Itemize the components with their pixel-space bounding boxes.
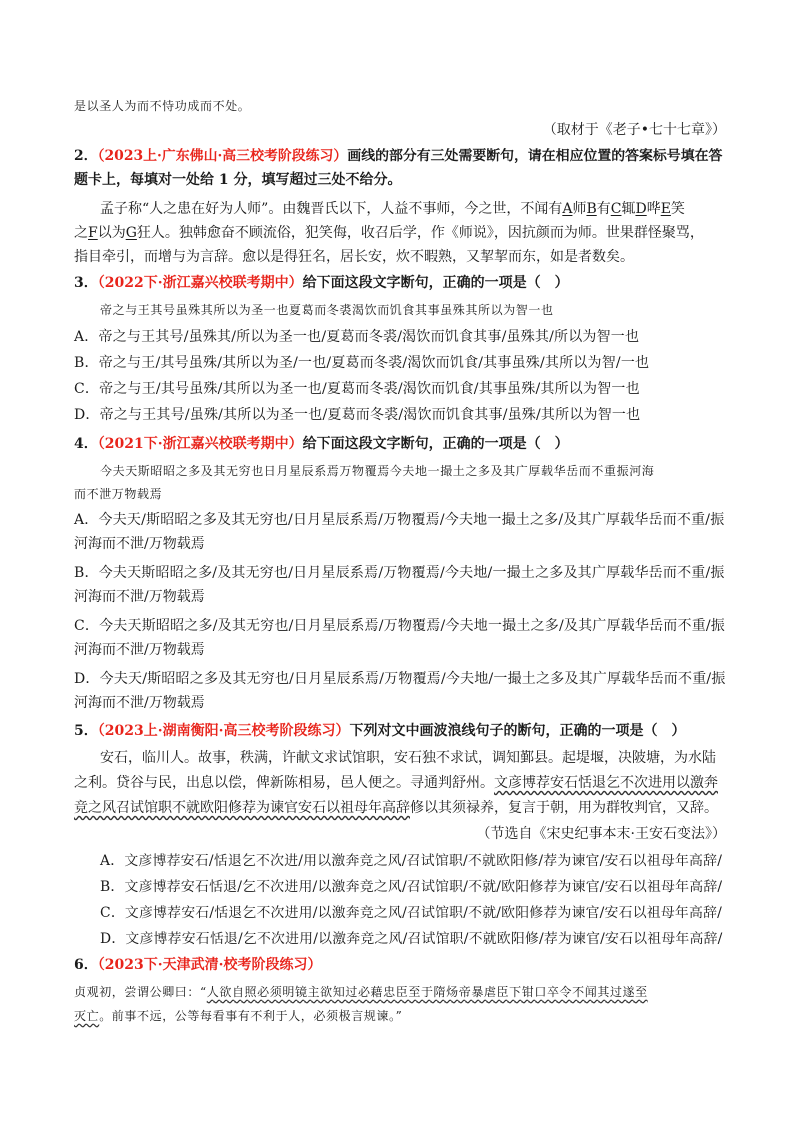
q5-passage-line-1: 安石，临川人。故事，秩满，许献文求试馆职，安石独不求试，调知鄞县。起堤堰，决陂塘，为水陆 — [100, 750, 716, 766]
q4-option-b-cont: 河海而不泄/万物载焉 — [74, 589, 205, 605]
q4-option-d-cont: 河海而不泄/万物载焉 — [74, 695, 205, 711]
blank-label: E — [660, 201, 671, 217]
q3-passage: 帝之与王其号虽殊其所以为圣一也夏葛而冬裘渴饮而饥食其事虽殊其所以为智一也 — [100, 303, 554, 317]
q4-source-tag: （2021下·浙江嘉兴校联考期中） — [97, 436, 303, 452]
q5-number: 5． — [74, 723, 98, 739]
q5-passage-line-3: 竞之风召试馆职不就欧阳修荐为谏官安石以祖母年高辞修以其须禄养，复言于朝，用为群牧判官，又辞。 — [74, 800, 718, 816]
wavy-underlined-text: 竞之风召试馆职不就欧阳修荐为谏官安石以祖母年高辞 — [74, 800, 410, 816]
blank-label: F — [88, 225, 98, 241]
q3-option-c: C．帝之与王/其号虽殊/其所以为圣一也/夏葛而冬裘/渴饮而饥食/其事虽殊/其所以为智一也 — [74, 381, 640, 397]
q4-option-c: C．今夫天斯昭昭之多/及其无穷也/日月星辰系焉/万物覆焉/今夫地一撮土之多/及其广厚载华岳而不重/振 — [74, 618, 726, 634]
q2-passage-line-1: 孟子称“人之患在好为人师”。由魏晋氏以下，人益不事师，今之世，不闻有A师B有C辄D哗E笑 — [100, 201, 685, 217]
q2-prompt: 画线的部分有三处需要断句，请在相应位置的答案标号填在答 — [347, 148, 723, 164]
q3-option-a: A．帝之与王其号/虽殊其/所以为圣一也/夏葛而冬裘/渴饮而饥食其事/虽殊其/所以为智一也 — [74, 329, 640, 345]
q5-passage-line-2: 之利。贷谷与民，出息以偿，俾新陈相易，邑人便之。寻通判舒州。文彦博荐安石恬退乞不次进用以激奔 — [74, 775, 718, 791]
q5-source-tag: （2023上·湖南衡阳·高三校考阶段练习） — [97, 723, 350, 739]
blank-label: B — [586, 201, 597, 217]
q2-number: 2． — [74, 148, 98, 164]
q4-option-c-cont: 河海而不泄/万物载焉 — [74, 642, 205, 658]
blank-label: A — [562, 201, 573, 217]
q2-passage-line-3: 指目牵引，而增与为言辞。愈以是得狂名，居长安，炊不暇熟，又挈挈而东，如是者数矣。 — [74, 249, 634, 265]
q5-heading — [74, 721, 726, 741]
blank-label: C — [610, 201, 622, 217]
q3-heading — [74, 273, 726, 293]
q5-option-d: D．文彦博荐安石恬退/乞不次进用/以激奔竞之风/召试馆职/不就欧阳修/荐为谏官/安石以祖母年高辞/ — [100, 931, 723, 947]
q6-source-tag: （2023下·天津武清·校考阶段练习） — [97, 957, 322, 973]
q4-option-b: B．今夫天斯昭昭之多/及其无穷也/日月星辰系焉/万物覆焉/今夫地/一撮土之多及其广厚载华岳而不重/振 — [74, 565, 725, 581]
q4-option-a-cont: 河海而不泄/万物载焉 — [74, 536, 205, 552]
q4-option-a: A．今夫天/斯昭昭之多及其无穷也/日月星辰系焉/万物覆焉/今夫地一撮土之多/及其广厚载华岳而不重/振 — [74, 512, 725, 528]
q3-option-d: D．帝之与王其号/虽殊/其所以为圣一也/夏葛而冬裘/渴饮而饥食其事/虽殊/其所以为智一也 — [74, 407, 641, 423]
q3-number: 3． — [74, 275, 98, 291]
blank-label: D — [635, 201, 647, 217]
q5-option-a: A．文彦博荐安石/恬退乞不次进/用以激奔竞之风/召试馆职/不就欧阳修/荐为谏官/安石以祖母年高辞/ — [100, 853, 723, 869]
q5-prompt: 下列对文中画波浪线句子的断句，正确的一项是（ ） — [349, 723, 686, 739]
q4-number: 4． — [74, 436, 98, 452]
q2-passage-line-2: 之F以为G狂人。独韩愈奋不顾流俗，犯笑侮，收召后学，作《师说》，因抗颜而为师。世果群怪聚骂， — [74, 225, 704, 241]
q6-heading — [74, 955, 726, 975]
wavy-underlined-text: 灭亡 — [74, 1009, 100, 1023]
q3-source-tag: （2022下·浙江嘉兴校联考期中） — [97, 275, 303, 291]
q3-option-b: B．帝之与王/其号虽殊/其所以为圣/一也/夏葛而冬裘/渴饮而饥食/其事虽殊/其所以为智/一也 — [74, 355, 650, 371]
q4-prompt: 给下面这段文字断句，正确的一项是（ ） — [302, 436, 569, 452]
q4-passage-line-1: 今夫天斯昭昭之多及其无穷也日月星辰系焉万物覆焉今夫地一撮土之多及其广厚载华岳而不重振河海 — [100, 464, 655, 478]
q2-prompt-cont: 题卡上，每填对一处给 1 分，填写超过三处不给分。 — [74, 172, 402, 188]
q6-passage-line-2: 灭亡。前事不远，公等每看事有不利于人，必须极言规谏。” — [74, 1009, 403, 1023]
intro-source: （取材于《老子•七十七章》） — [542, 122, 726, 138]
q3-prompt: 给下面这段文字断句，正确的一项是（ ） — [302, 275, 569, 291]
q5-option-c: C．文彦博荐安石/恬退乞不次进用/以激奔竞之风/召试馆职/不就/欧阳修荐为谏官/安石以祖母年高辞/ — [100, 905, 723, 921]
wavy-underlined-text: 人欲自照必须明镜主欲知过必藉忠臣至于隋炀帝暴虐臣下钳口卒令不闻其过遂至 — [206, 985, 648, 999]
q4-option-d: D．今夫天/斯昭昭之多及其无穷也/日月星辰系焉/万物覆焉/今夫地/一撮土之多及其广厚载华岳而不重/振 — [74, 671, 726, 687]
q5-option-b: B．文彦博荐安石恬退/乞不次进用/以激奔竞之风/召试馆职/不就/欧阳修荐为谏官/安石以祖母年高辞/ — [100, 879, 723, 895]
q5-source: （节选自《宋史纪事本末·王安石变法》） — [476, 826, 726, 842]
q6-passage-line-1: 贞观初，尝谓公卿曰：“人欲自照必须明镜主欲知过必藉忠臣至于隋炀帝暴虐臣下钳口卒令不闻其过遂至 — [74, 985, 648, 999]
q4-heading — [74, 434, 726, 454]
wavy-underlined-text: 文彦博荐安石恬退乞不次进用以激奔 — [494, 775, 718, 791]
intro-line: 是以圣人为而不恃功成而不处。 — [74, 99, 251, 113]
q6-number: 6． — [74, 957, 98, 973]
q2-source-tag: （2023上·广东佛山·高三校考阶段练习） — [97, 148, 348, 164]
q2-heading — [74, 146, 726, 166]
blank-label: G — [125, 225, 137, 241]
q4-passage-line-2: 而不泄万物载焉 — [74, 487, 163, 501]
